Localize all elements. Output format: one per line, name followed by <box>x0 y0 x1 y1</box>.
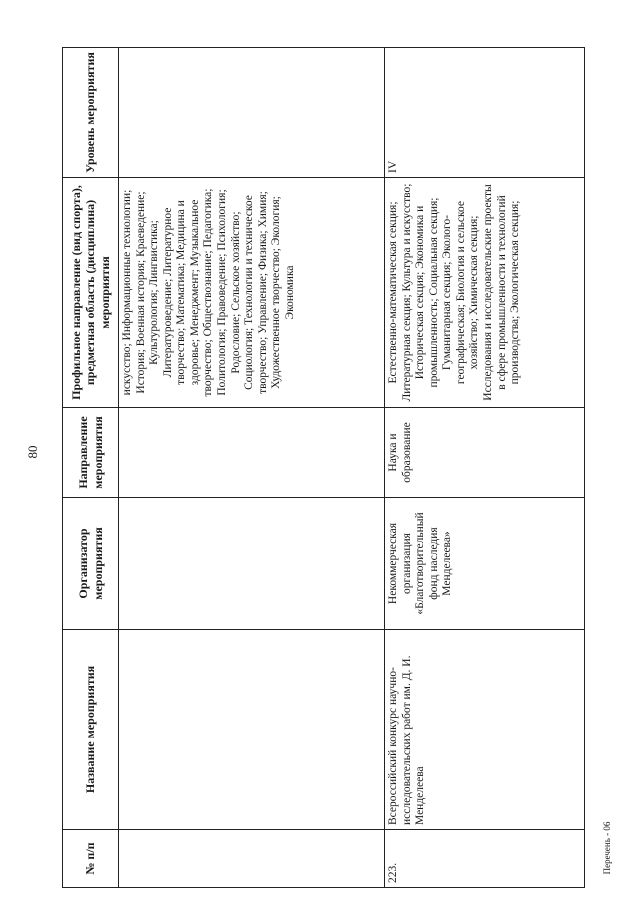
header-number: № п/п <box>63 830 119 888</box>
cell-organizer <box>119 498 385 630</box>
cell-profile: Естественно-математическая секция; Литературная секция; Культура и искусство; Историческая секция; Экономика и промышленность; Социальная секция; Гуманитарная секция; Эколого-географическая; Биология и сельское хозяйство; Химическая секция; Исследования и исследовательские проекты в сфере промышленности и технологий производства; Экологическая секция; <box>385 178 585 408</box>
header-organizer: Организатор мероприятия <box>63 498 119 630</box>
table-frame <box>62 48 584 888</box>
header-level: Уровень мероприятия <box>63 48 119 178</box>
cell-number: 223. <box>385 830 585 888</box>
cell-profile: искусство; Информационные технологии; История; Военная история; Краеведение; Культурология; Лингвистика; Литературоведение; Литературное творчество; Математика; Медицина и здоровье; Менеджмент; Музыкальное творчество; Обществознание; Педагогика; Политология; Правоведение; Психология; Родословие; Сельское хозяйство; Социология; Технологии и техническое творчество; Управление; Физика; Химия; Художественное творчество; Экология; Экономика <box>119 178 385 408</box>
footer-note: Перечень - 06 <box>602 821 612 875</box>
page-number: 80 <box>25 445 40 459</box>
header-profile: Профильное направление (вид спорта), предметная область (дисциплина) мероприятия <box>63 178 119 408</box>
cell-level <box>119 48 385 178</box>
cell-event-name <box>119 630 385 830</box>
cell-event-name: Всероссийский конкурс научно-исследовательских работ им. Д. И. Менделеева <box>385 630 585 830</box>
cell-number <box>119 830 385 888</box>
header-event-name: Название мероприятия <box>63 630 119 830</box>
cell-direction <box>119 408 385 498</box>
cell-level: IV <box>385 48 585 178</box>
table-row-223 <box>385 48 585 888</box>
table-header-row <box>63 48 119 888</box>
cell-direction: Наука и образование <box>385 408 585 498</box>
table-row-continuation <box>119 48 385 888</box>
events-table <box>62 47 585 888</box>
rotated-table-wrapper <box>62 48 584 888</box>
header-direction: Направление мероприятия <box>63 408 119 498</box>
cell-organizer: Некоммерческая организация «Благотворительный фонд наследия Менделеева» <box>385 498 585 630</box>
